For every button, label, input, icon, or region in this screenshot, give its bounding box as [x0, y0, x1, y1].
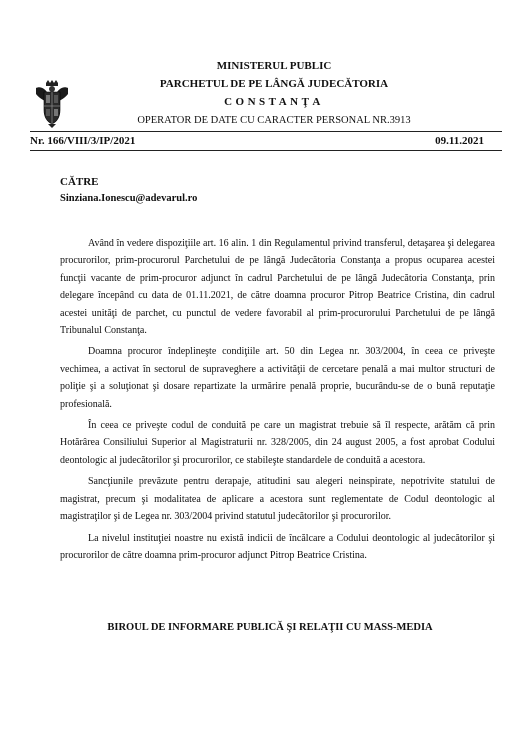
- office-name: PARCHETUL DE PE LÂNGĂ JUDECĂTORIA: [159, 78, 389, 90]
- paragraph: În ceea ce priveşte codul de conduită pe care un magistrat trebuie să îl respecte, arătăm că prin Hotărârea Consiliului Superior al Magistraturii nr. 328/2005, din 24 august 2005, a fost aprobat Codului deontologic al judecătorilor şi procurorilor, ce stabileşte standardele de conduită a acestora.: [60, 420, 495, 466]
- header-divider: [30, 131, 502, 132]
- paragraph: Sancţiunile prevăzute pentru derapaje, atitudini sau alegeri neinspirate, nepotrivite statului de magistrat, precum şi modalitatea de aplicare a acestora sunt reglementate de Codul deontologic al magistraţilor şi de Legea nr. 303/2004 privind statutul judecătorilor şi procurorilor.: [60, 476, 495, 523]
- recipient-email: Sinziana.Ionescu@adevarul.ro: [60, 193, 198, 204]
- letter-body: [60, 235, 495, 568]
- registration-number: Nr. 166/VIII/3/IP/2021: [30, 135, 136, 147]
- reference-divider: [30, 150, 502, 151]
- paragraph: La nivelul instituţiei noastre nu există indicii de încălcare a Codului deontologic al judecătorilor şi procurorilor de către doamna prim-procuror adjunct Pitrop Beatrice Cristina.: [60, 532, 495, 561]
- issuing-department: BIROUL DE INFORMARE PUBLICĂ ŞI RELAŢII CU MASS-MEDIA: [107, 622, 433, 633]
- office-city: CONSTANŢA: [224, 96, 324, 108]
- recipient-label: CĂTRE: [60, 176, 99, 188]
- document-date: 09.11.2021: [435, 135, 484, 147]
- paragraph: Doamna procuror îndeplineşte condiţiile art. 50 din Legea nr. 303/2004, în ceea ce priveşte vechimea, a activat în sectorul de supraveghere a activităţii de cercetare penală a mai multor structuri de poliţie şi a soluţionat şi dosare repartizate la urmărire penală proprie, bucurându-se de o bună reputaţie profesională.: [60, 346, 495, 410]
- paragraph: Având în vedere dispoziţiile art. 16 alin. 1 din Regulamentul privind transferul, detaşarea şi delegarea procurorilor, prim-procurorul Parchetului de pe lângă Judecătoria Constanţa a propus ocuparea acestei funcţii vacante de prim-procuror adjunct în cadrul Parchetului de pe lângă Judecătoria Constanţa, prin delegare începând cu data de 01.11.2021, de către doamna procuror Pitrop Beatrice Cristina, din cadrul acestei unităţi de parchet, cu punctul de vedere favorabil al prim-procurorului Parchetului de pe lângă Tribunalul Constanţa.: [60, 238, 495, 337]
- ministry-name: MINISTERUL PUBLIC: [216, 60, 332, 72]
- data-operator-line: OPERATOR DE DATE CU CARACTER PERSONAL NR.3913: [137, 115, 411, 126]
